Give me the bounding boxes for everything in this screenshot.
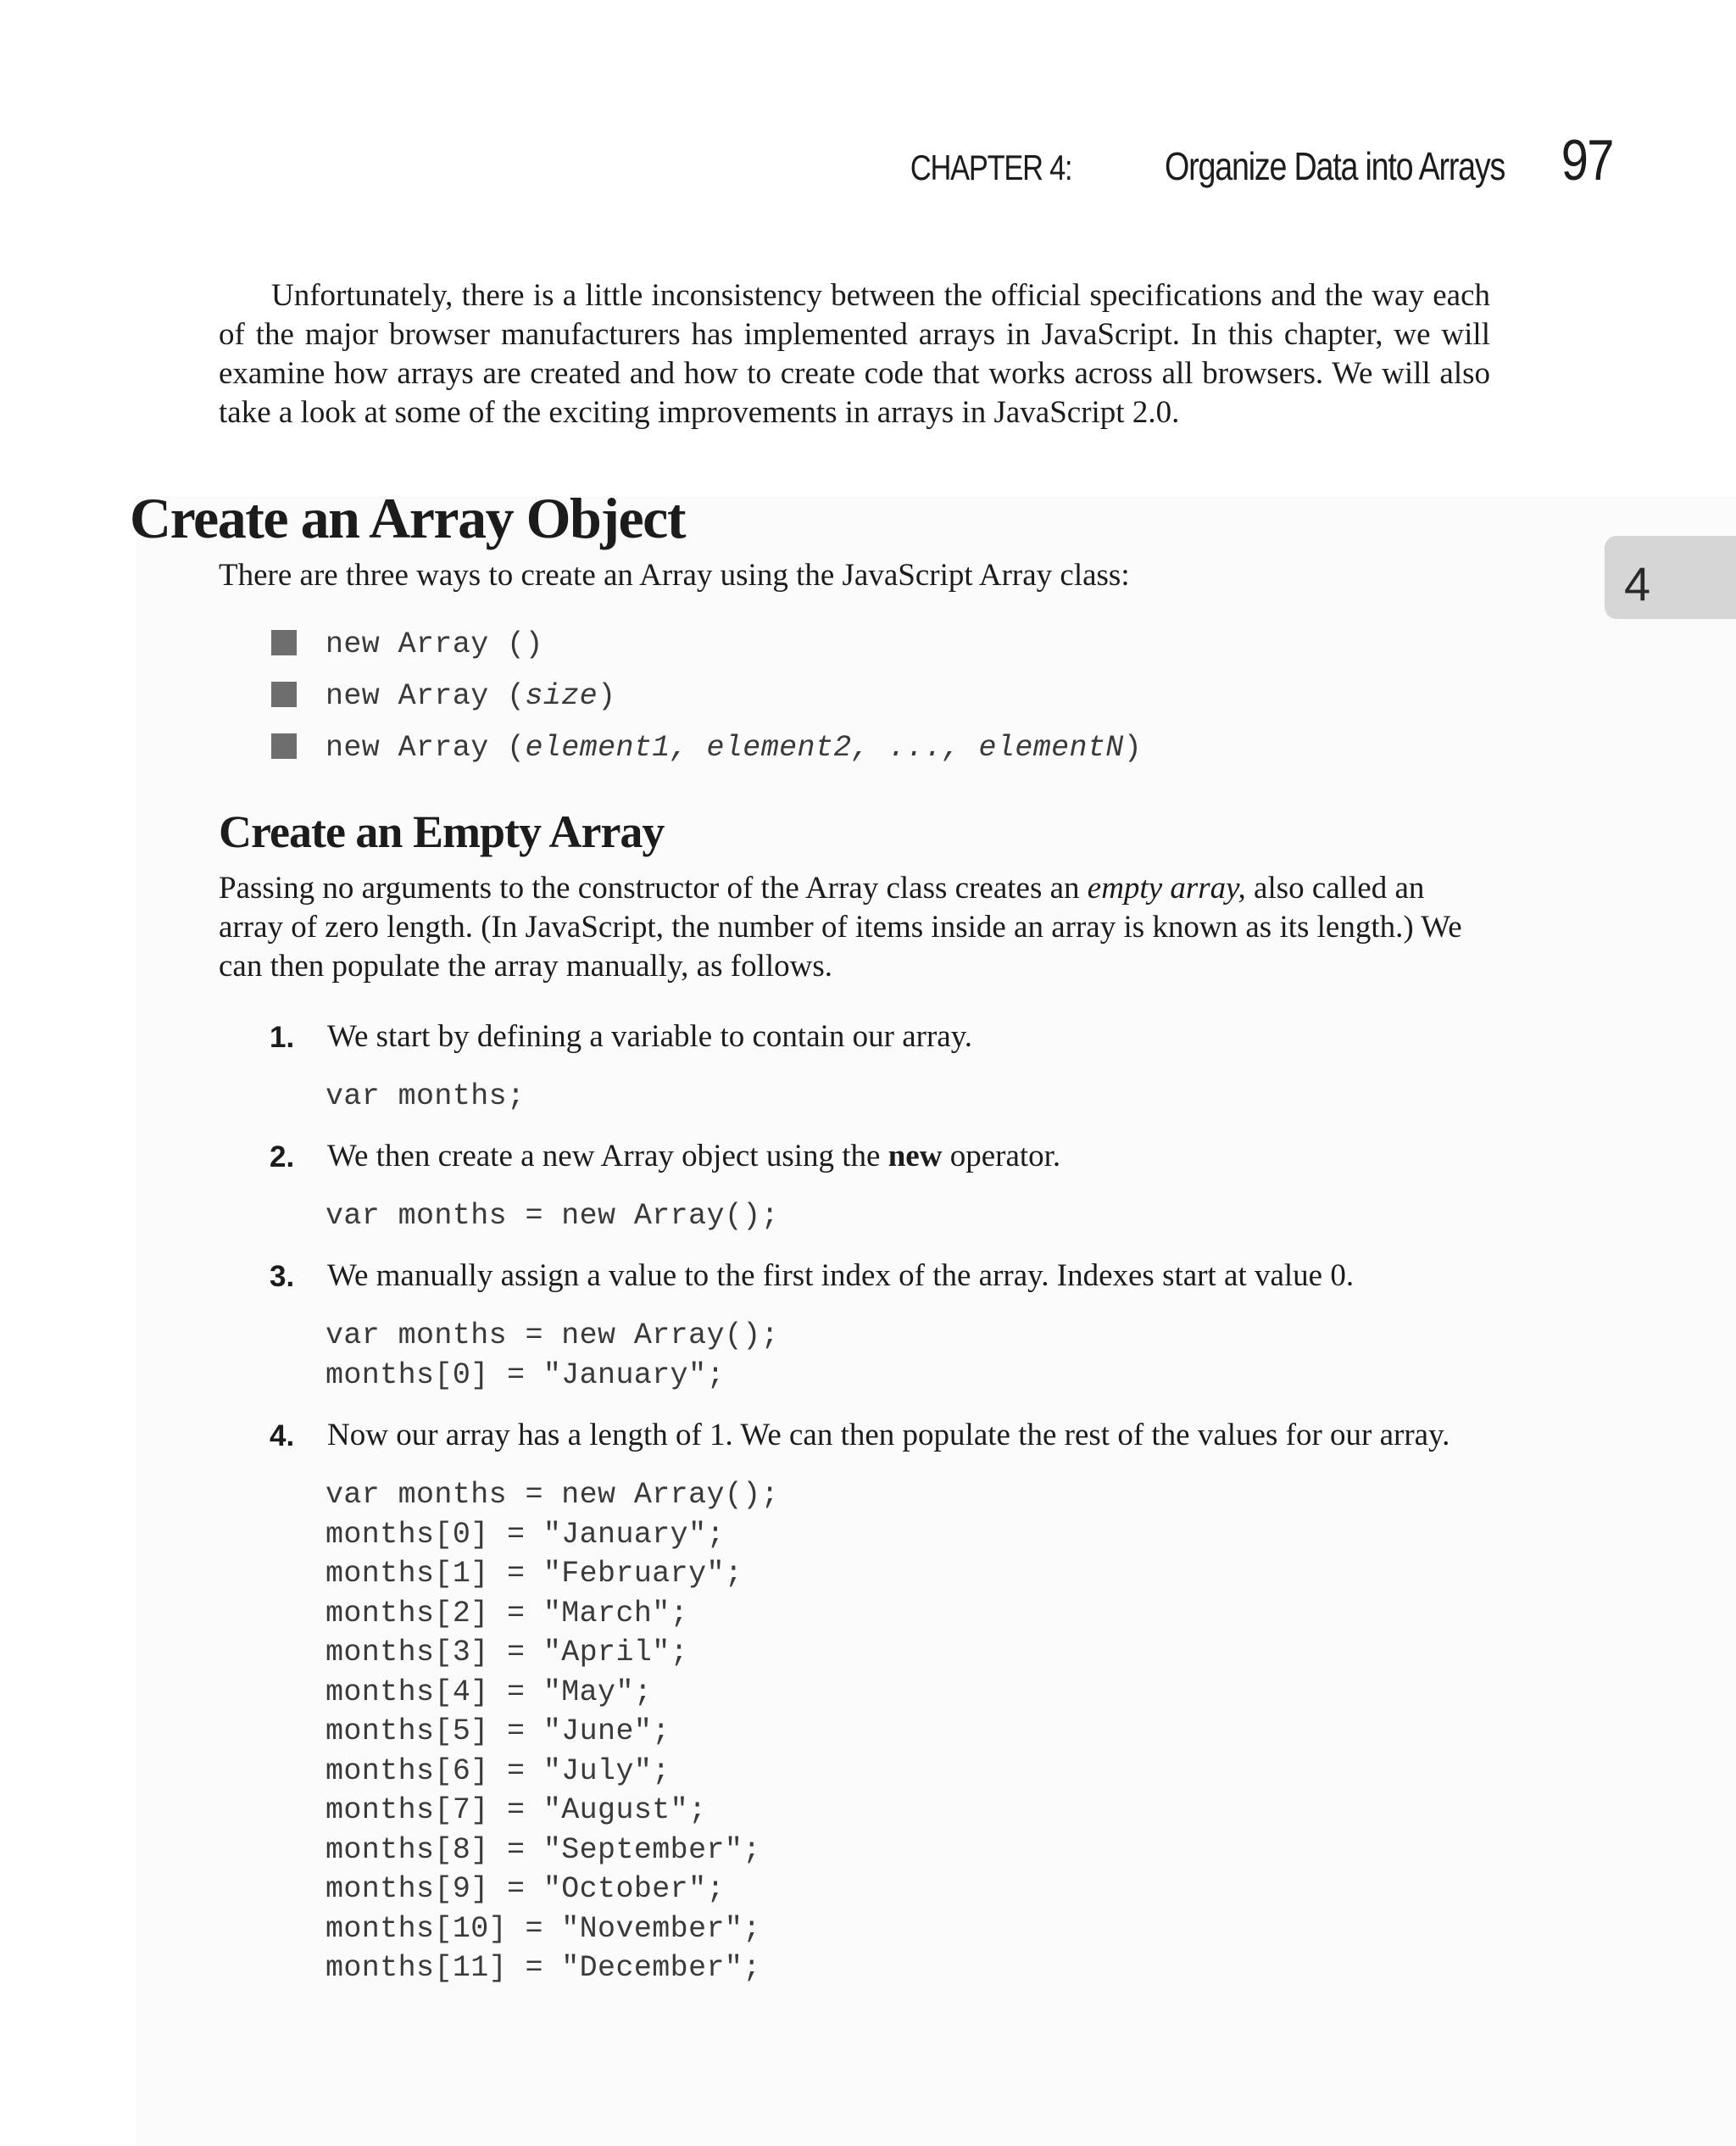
- section-heading: Create an Array Object: [130, 486, 685, 550]
- step-text: We manually assign a value to the first index of the array. Indexes start at value 0.: [327, 1258, 1355, 1293]
- intro-paragraph: Unfortunately, there is a little inconsistency between the official specifications and the way each of the major browser manufacturers has implemented arrays in JavaScript. In this chapter, we will examine how arrays are created and how to create code that works across all browsers. We will also take a look at some of the exciting improvements in arrays in JavaScript 2.0.: [219, 278, 1490, 430]
- step-number: 1.: [270, 1021, 295, 1054]
- code-block: var months = new Array(); months[0] = "January";: [326, 1318, 780, 1392]
- chapter-label: CHAPTER 4:: [910, 148, 1072, 187]
- bullet-item: new Array (element1, element2, ..., elementN): [326, 731, 1143, 765]
- bullet-item: new Array (size): [326, 679, 616, 713]
- step-text: We start by defining a variable to contain our array.: [327, 1019, 973, 1054]
- chapter-title: Organize Data into Arrays: [1165, 144, 1505, 188]
- step-text: We then create a new Array object using the new operator.: [327, 1139, 1061, 1173]
- page-number: 97: [1561, 128, 1613, 192]
- code-block: var months = new Array();: [326, 1199, 780, 1233]
- thumb-tab-number: 4: [1624, 557, 1651, 610]
- step-text: Now our array has a length of 1. We can then populate the rest of the values for our array.: [327, 1418, 1450, 1452]
- subsection-heading: Create an Empty Array: [219, 806, 665, 857]
- bullet-item: new Array (): [326, 627, 543, 661]
- step-number: 3.: [270, 1260, 295, 1293]
- bullet-marker: [271, 733, 297, 759]
- section-lead: There are three ways to create an Array using the JavaScript Array class:: [219, 558, 1130, 593]
- step-number: 4.: [270, 1419, 295, 1452]
- running-header: [875, 127, 1613, 195]
- subsection-paragraph: Passing no arguments to the constructor of the Array class creates an empty array, also called an array of zero length. (In JavaScript, the number of items inside an array is known as its length.) We can then populate the array manually, as follows.: [219, 871, 1462, 984]
- bullet-marker: [271, 630, 297, 655]
- bullet-marker: [271, 682, 297, 707]
- code-block: var months = new Array(); months[0] = "January"; months[1] = "February"; months[2] = "March"; months[3] = "April"; months[4] = "May"; months[5] = "June"; months[6] = "July"; months[7] = "August"; months[8] = "September"; months[9] = "October"; months[10] = "November"; months[11] = "December";: [326, 1478, 780, 1985]
- step-number: 2.: [270, 1140, 295, 1173]
- code-block: var months;: [326, 1079, 526, 1113]
- chapter-thumb-tab: [1605, 536, 1736, 619]
